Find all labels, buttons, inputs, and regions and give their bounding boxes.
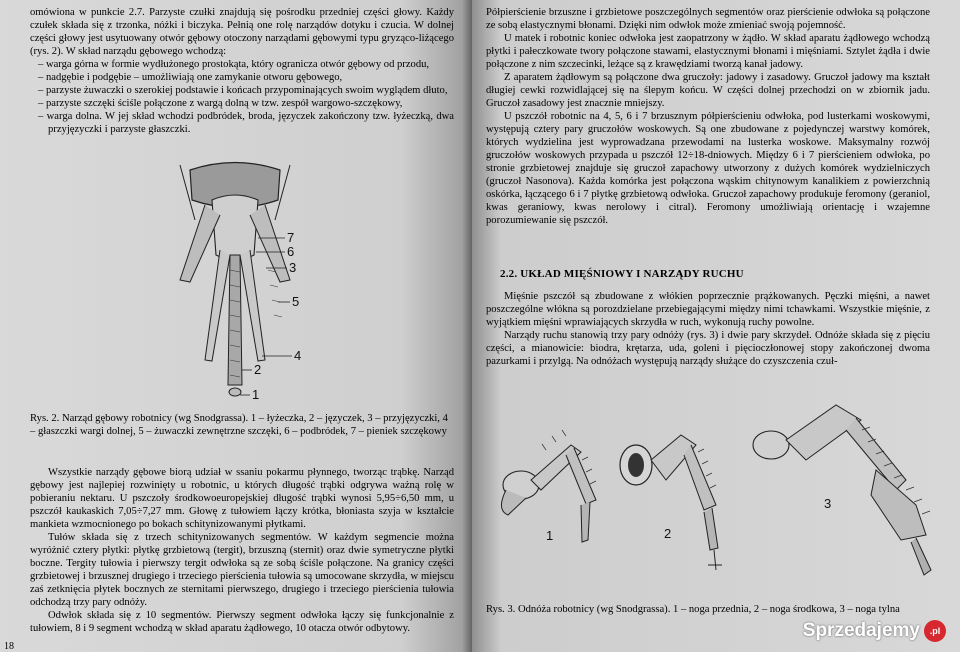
paragraph: Narządy ruchu stanowią trzy pary odnóży (rys. 3) i dwie pary skrzydeł. Odnóże składa się z pięciu części, a mianowicie: biodra, krętarza, uda, goleni i pięcioczłonowej stopy zakończonej dwoma pazurkami i przylgą. Na odnóżach występują narządy służące do czyszczenia czuł- [486, 330, 930, 367]
front-leg-drawing [501, 430, 596, 542]
paragraph: Z aparatem żądłowym są połączone dwa gruczoły: jadowy i zasadowy. Gruczoł jadowy ma kształt długiej cewki rozwidlającej się na ślepym końcu. W części dolnej przechodzi on w zbiornik jadu. Gruczoł zasadowy jest znacznie mniejszy. [486, 72, 930, 109]
figure-3-caption: Rys. 3. Odnóża robotnicy (wg Snodgrassa). 1 – noga przednia, 2 – noga środkowa, 3 – noga tylna [486, 604, 900, 615]
page-number: 18 [4, 641, 14, 652]
mouthparts-illustration [150, 160, 320, 405]
figure-number: 6 [287, 244, 295, 259]
right-page-top-text [486, 6, 930, 227]
figure-2-caption: Rys. 2. Narząd gębowy robotnicy (wg Snodgrassa). 1 – łyżeczka, 2 – języczek, 3 – przyjęzyczki, 4 – głaszczki wargi dolnej, 5 – żuwaczki zewnętrzne szczęki, 6 – podbródek, 7 – pieniek szczękowy [30, 413, 448, 437]
figure-number: 3 [289, 260, 297, 275]
figure-number: 4 [294, 348, 302, 363]
mouthparts-list [30, 58, 454, 136]
paragraph: Odwłok składa się z 10 segmentów. Pierwszy segment odwłoka łączy się funkcjonalnie z tułowiem, 8 i 9 segment wchodzą w skład aparatu żądłowego, 10 otacza otwór odbytowy. [30, 610, 454, 634]
right-page-mid-text [486, 290, 930, 368]
list-item: – parzyste żuwaczki o szerokiej podstawie i końcach przypominających swoim wyglądem dłuto, [38, 85, 448, 96]
paragraph: U matek i robotnic koniec odwłoka jest zaopatrzony w żądło. W skład aparatu żądłowego wchodzą płytki i pałeczkowate twory połączone stawami, elastycznymi błonami i mięśniami. Sztylet żądła i dwie połączone z nim szczecinki, leżące są z krawędziami tworzą kanał jadowy. [486, 33, 930, 70]
hind-leg-drawing [753, 405, 931, 575]
paragraph: Tułów składa się z trzech schitynizowanych segmentów. W każdym segmencie można wyróżnić cztery płytki: płytkę grzbietową (tergit), brzuszną (sternit) oraz dwie symetryczne płytki boczne. Tergity tułowia i pierwszy tergit odwłoka są ze sobą ściśle połączone. Na granicy części grzbietowej i brzusznej drugiego i trzeciego pierścienia tułowia są umocowane skrzydła, w miejscu zaś zetknięcia płytek bocznych ze sternitami pierwszego, drugiego i trzeciego pierścienia tułowia odchodzą trzy pary odnóży. [30, 532, 454, 608]
figure-number: 1 [252, 387, 260, 402]
left-page-bottom-text [30, 466, 454, 635]
figure-number: 5 [292, 294, 300, 309]
middle-leg-drawing [620, 435, 722, 570]
watermark-badge: .pl [924, 620, 946, 642]
left-page-top-text [30, 6, 454, 136]
paragraph: Mięśnie pszczół są zbudowane z włókien poprzecznie prążkowanych. Pęczki mięśni, a nawet poszczególne włókna są porozdzielane przebiegającymi między nimi tchawkami. Wszystkie mięśnie, z wyjątkiem mięśni wprawiających skrzydła w ruch, wykonują ruchy powolne. [486, 291, 930, 328]
section-title: 2.2. UKŁAD MIĘŚNIOWY I NARZĄDY RUCHU [500, 268, 744, 280]
list-item: – parzyste szczęki ściśle połączone z wargą dolną w tzw. zespół wargowo-szczękowy, [38, 98, 403, 109]
list-item: – warga dolna. W jej skład wchodzi podbródek, broda, języczek zakończony tzw. łyżeczką, dwa przyjęzyczki i parzyste głaszczki. [38, 111, 454, 135]
watermark [803, 620, 946, 642]
watermark-text: Sprzedajemy [802, 620, 920, 641]
legs-illustration [486, 390, 946, 595]
figure-number: 7 [287, 230, 295, 245]
list-item: – warga górna w formie wydłużonego prostokąta, który ogranicza otwór gębowy od przodu, [38, 59, 430, 70]
figure-number: 1 [546, 528, 554, 543]
figure-number: 2 [254, 362, 262, 377]
figure-number: 3 [824, 496, 832, 511]
paragraph: U pszczół robotnic na 4, 5, 6 i 7 brzusznym półpierścieniu odwłoka, pod lusterkami woskowymi, występują cztery pary gruczołów woskowych. Są one zbudowane z pojedynczej warstwy komórek, których wydzielina jest wyprowadzana przewodami na lusterka woskowe. Maksymalny rozwój gruczołów woskowych przypada u pszczół 12÷18-dniowych. Między 6 i 7 pierścieniem odwłoka, po stronie grzbietowej znajduje się gruczoł zapachowy utworzony z dużych komórek wydzielniczych (gruczoł Nasonova). Każda komórka jest połączona wąskim chitynowym kanalikiem z powierzchnią oskórka, łączącego 6 i 7 płytkę grzbietową odwłoka. Gruczoł zapachowy produkuje feromony (geraniol, kwas geraniowy, kwas nerolowy i citral). Feromony umożliwiają orientację i wzajemne porozumiewanie się pszczół. [486, 111, 930, 226]
gutter-shadow [462, 0, 472, 652]
list-item: – nadgębie i podgębie – umożliwiają one zamykanie otworu gębowego, [38, 72, 343, 83]
paragraph: Wszystkie narządy gębowe biorą udział w ssaniu pokarmu płynnego, tworząc trąbkę. Narząd gębowy jest najlepiej rozwinięty u robotnic, u których długość trąbki odgrywa ważną rolę w pobieraniu nektaru. U pszczoły środkowoeuropejskiej długość trąbki wynosi 5,95÷6,50 mm, u pszczół kaukaskich 7,05÷7,27 mm. Głowę z tułowiem łączy krótka, błoniasta szyja w kształcie mankieta wzmocnionego po bokach schitynizowanymi płytkami. [30, 467, 454, 530]
left-intro-paragraph: omówiona w punkcie 2.7. Parzyste czułki znajdują się pośrodku przedniej części głowy. Każdy czułek składa się z trzonka, nóżki i biczyka. Pełnią one rolę narządów dotyku i czucia. W dolnej części głowy jest usytuowany otwór gębowy otoczony narządami gębowymi typu gryząco-liżącego (rys. 2). W skład narządu gębowego wchodzą: [30, 7, 454, 57]
figure-number: 2 [664, 526, 672, 541]
paragraph: Półpierścienie brzuszne i grzbietowe poszczególnych segmentów oraz pierścienie odwłoka są połączone ze sobą elastycznymi błonami. Dzięki nim odwłok może zmieniać swoją pojemność. [486, 7, 930, 31]
